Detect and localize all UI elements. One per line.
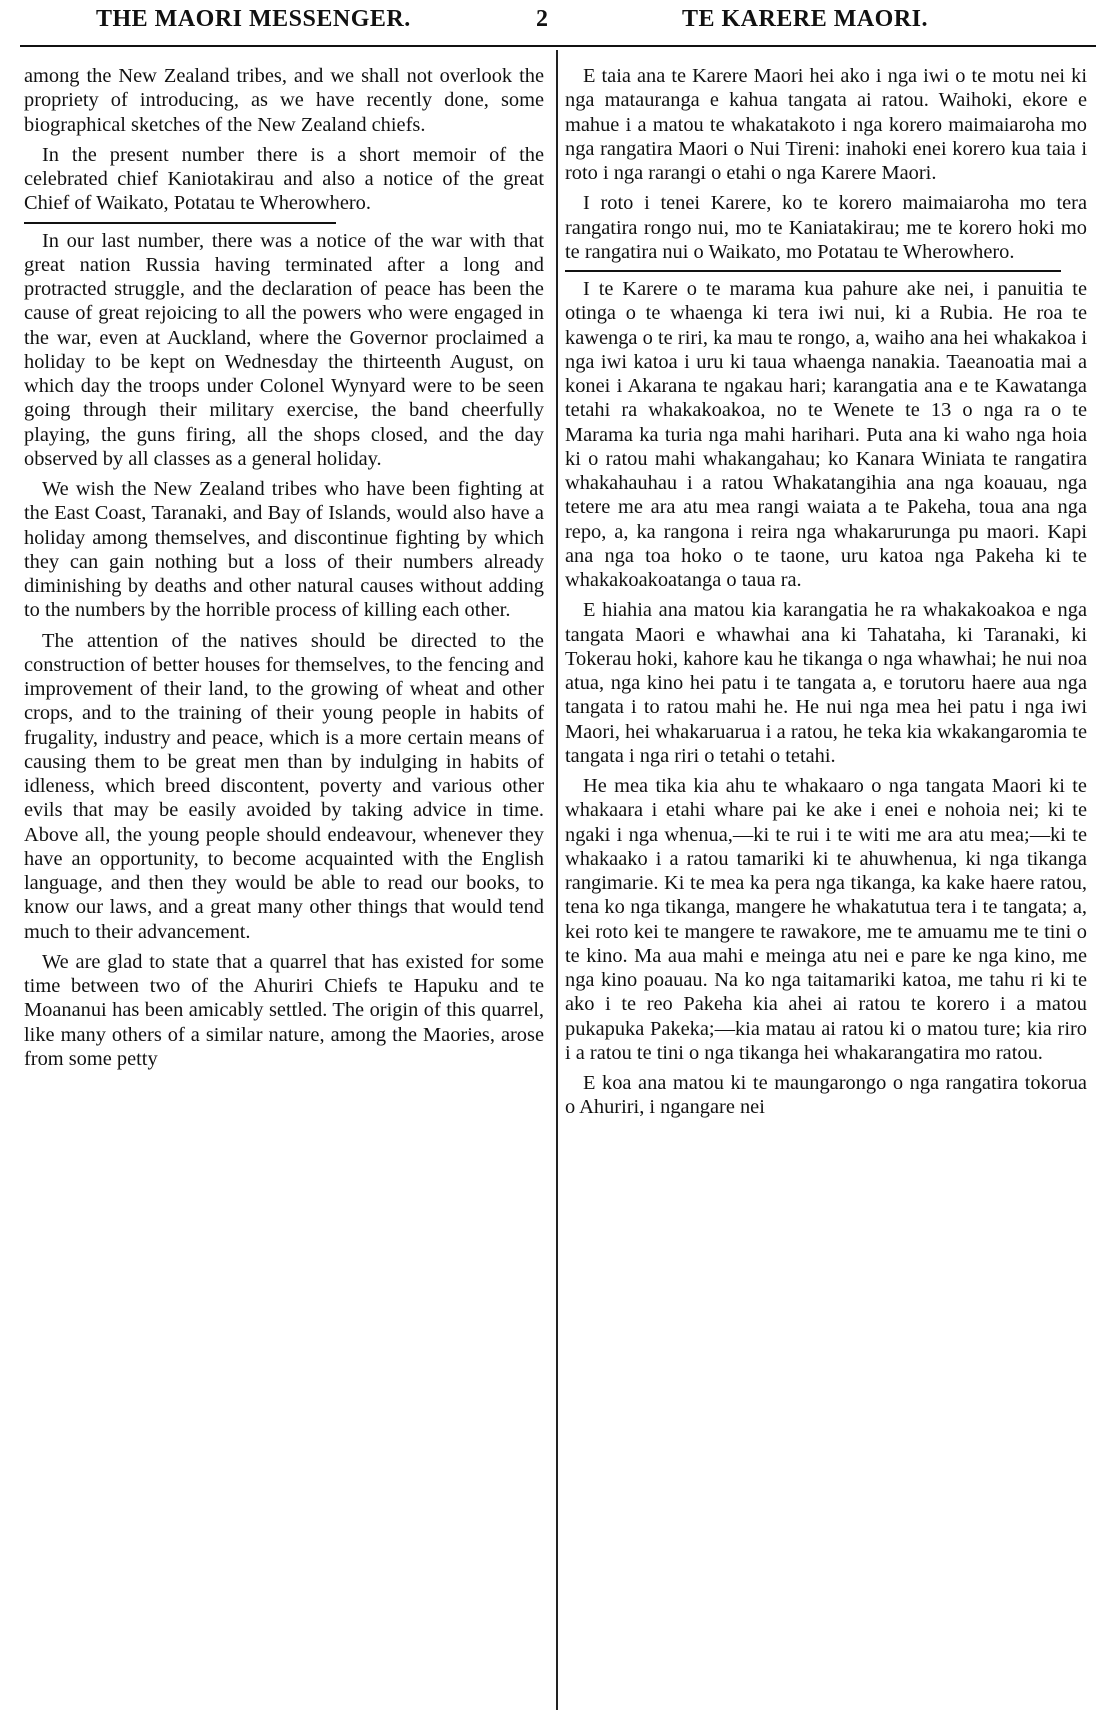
maori-paragraph-2: I roto i tenei Karere, ko te korero maimaiaroha mo tera rangatira rongo nui, mo te Kaniatakirau; me te korero hoki mo te rangatira nui o Waikato, mo Potatau te Wherowhero. bbox=[565, 192, 1087, 263]
maori-paragraph-4: E hiahia ana matou kia karangatia he ra whakakoakoa e nga tangata Maori e whawhai ana ki Tahataha, ki Taranaki, ki Tokerau hoki, kahore kau he tikanga o nga whawhai; he nui noa atua, nga kino hei patu i te tangata a, e torutoru haere aua nga tangata i to ratou mahi he. He nui nga mea hei patu i nga iwi Maori, hei whakaruarua i a ratou, he teka kia wkakangaromia te tangata i nga riri o tetahi o tetahi. bbox=[565, 599, 1087, 767]
english-masthead: THE MAORI MESSENGER. bbox=[96, 6, 411, 32]
maori-masthead: TE KARERE MAORI. bbox=[682, 6, 929, 32]
maori-paragraph-3: I te Karere o te marama kua pahure ake nei, i panuitia te otinga o te whaenga ki tera iwi nui, ki a Rubia. He roa te kawenga o te riri, ka mau te rongo, a, waiho ana hei whakakoa i nga iwi katoa i uru ki taua whaenga nanakia. Taeanoatia mai a konei i Akarana te ngakau hari; karangatia ana e te Kawatanga tetahi ra whakakoakoa, no te Wenete te 13 o nga ra o te Marama ka turia nga mahi harihari. Puta ana ki waho nga hoia ki o ratou mahi whakangahau; ko Kanara Winiata te rangatira whakahauhau i a ratou Whakatangihia ana nga koauau, nga tetere me ara atu mea rangi waiata a te Pakeha, toua ana nga repo, a, ka rangona i reira nga whakarurunga pu maori. Kapi ana nga toa hoko o te taone, uru katoa nga Pakeha ki te whakakoakoatanga o taua ra. bbox=[565, 278, 1087, 591]
column-divider bbox=[556, 50, 558, 1710]
english-paragraph-6: We are glad to state that a quarrel that has existed for some time between two of the Ahuriri Chiefs te Hapuku and te Moananui has been amicably settled. The origin of this quarrel, like many others of a similar nature, among the Maories, arose from some petty bbox=[24, 950, 544, 1070]
english-paragraph-1: among the New Zealand tribes, and we shall not overlook the propriety of introducing, as we have recently done, some biographical sketches of the New Zealand chiefs. bbox=[24, 65, 544, 136]
page-header bbox=[0, 6, 1114, 38]
english-paragraph-2: In the present number there is a short memoir of the celebrated chief Kaniotakirau and also a notice of the great Chief of Waikato, Potatau te Wherowhero. bbox=[24, 143, 544, 215]
english-paragraph-3: In our last number, there was a notice of the war with that great nation Russia having terminated after a long and protracted struggle, and the declaration of peace has been the cause of great rejoicing to all the powers who were engaged in the war, even at Auckland, where the Governor proclaimed a holiday to be kept on Wednesday the thirteenth August, on which day the troops under Colonel Wynyard were to be seen going through their military exercise, the band cheerfully playing, the guns firing, all the shops closed, and the day observed by all classes as a general holiday. bbox=[24, 229, 544, 470]
section-rule bbox=[24, 222, 336, 224]
english-paragraph-4: We wish the New Zealand tribes who have been fighting at the East Coast, Taranaki, and Bay of Islands, would also have a holiday among themselves, and discontinue fighting by which they can gain nothing but a loss of their numbers already diminishing by deaths and other natural causes without adding to the numbers by the horrible process of killing each other. bbox=[24, 478, 544, 622]
maori-paragraph-1: E taia ana te Karere Maori hei ako i nga iwi o te motu nei ki nga matauranga e kahua tangata ai ratou. Waihoki, ekore e mahue i a matou te whakatakoto i nga korero maimaiaroha mo nga rangatira Maori o Nui Tireni: inahoki enei korero kua taia i roto i nga rarangi o etahi o nga Karere Maori. bbox=[565, 65, 1087, 184]
english-paragraph-5: The attention of the natives should be directed to the construction of better houses for themselves, to the fencing and improvement of their land, to the growing of wheat and other crops, and to the training of their young people in habits of frugality, industry and peace, which is a more certain means of causing them to be great men than by indulging in habits of idleness, which breed discontent, poverty and various other evils that may be easily avoided by taking advice in time. Above all, the young people should endeavour, whenever they have an opportunity, to become acquainted with the English language, and then they would be able to read our books, to know our laws, and a great many other things that would tend much to their advancement. bbox=[24, 629, 544, 943]
header-rule bbox=[20, 45, 1096, 47]
page-number: 2 bbox=[536, 6, 549, 32]
maori-paragraph-5: He mea tika kia ahu te whakaaro o nga tangata Maori ki te whakaara i etahi whare pai ke ake i enei e nohoia nei; ki te ngaki i nga whenua,—ki te rui i te witi me ara atu mea;—ki te whakaako i a ratou tamariki ki te ahuwhenua, ki nga tikanga rangimarie. Ki te mea ka pera nga tikanga, ka kake haere ratou, tena ko nga tikanga, mangere he whakatutua tera i te tangata; a, kei roto kei te mangere te rawakore, me te amuamu me te tini o te kino. Ma aua mahi e meinga atu nei e pare ke nga kino, me nga kino poauau. Na ko nga taitamariki katoa, me tahu ri ki te ako i te reo Pakeha kia ahei ai ratou te korero i a matou pukapuka Pakeka;—kia matau ai ratou ki o matou ture; kia riro i a ratou te tini o nga tikanga hei whakarangatira mo ratou. bbox=[565, 775, 1087, 1064]
english-column bbox=[24, 64, 544, 1077]
maori-column bbox=[565, 64, 1087, 1126]
section-rule bbox=[565, 270, 1061, 272]
maori-paragraph-6: E koa ana matou ki te maungarongo o nga rangatira tokorua o Ahuriri, i ngangare nei bbox=[565, 1072, 1087, 1119]
